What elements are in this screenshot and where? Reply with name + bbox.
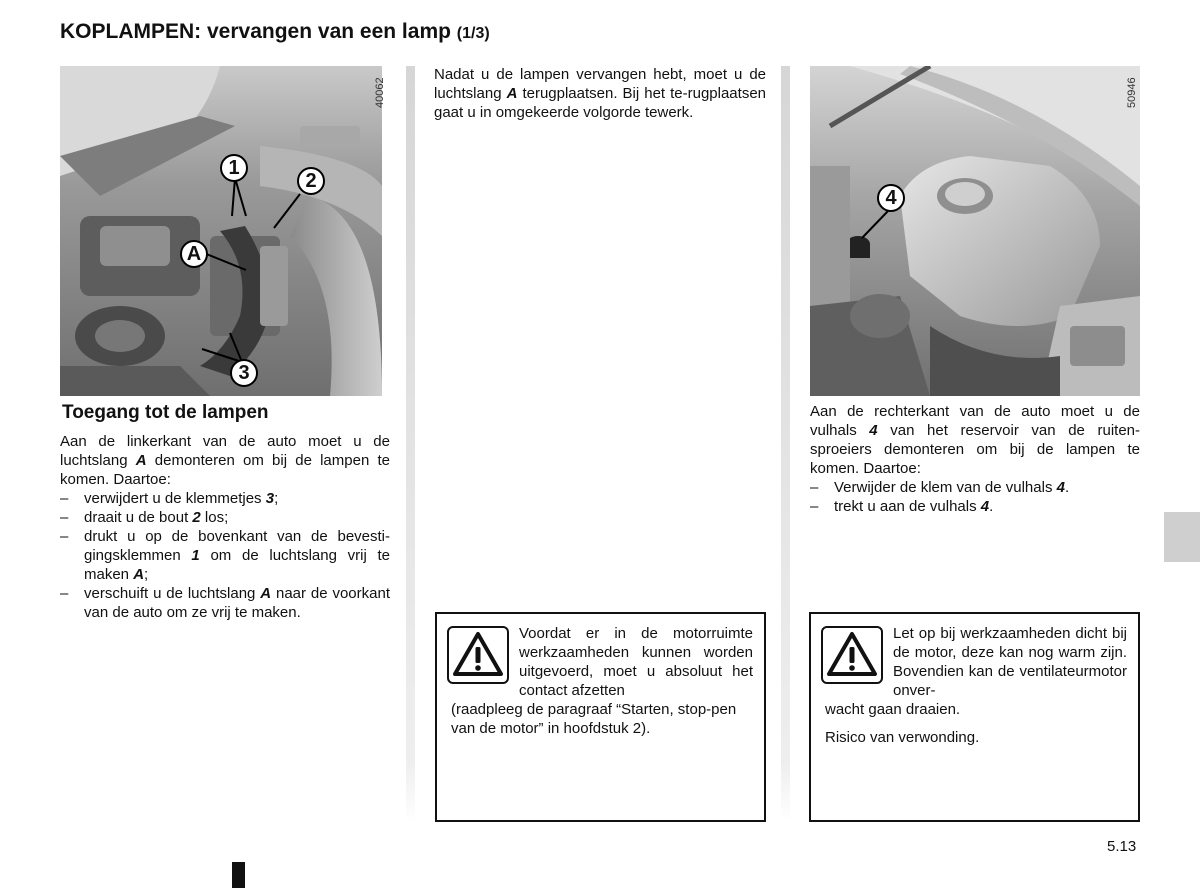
column-separator-left [406, 66, 415, 822]
callout-4: 4 [877, 184, 905, 212]
page-number: 5.13 [1107, 838, 1137, 855]
right-steps-list [810, 478, 1140, 516]
figure-ref-code-left: 40062 [374, 77, 386, 108]
page-title-text: KOPLAMPEN: vervangen van een lamp [60, 20, 451, 43]
page-edge-marker [232, 862, 245, 888]
callout-1: 1 [220, 154, 248, 182]
warning-text-rest: wacht gaan draaien. [825, 701, 961, 718]
engine-bay-left-photo [60, 66, 382, 396]
list-item: – drukt u op de bovenkant van de bevesti-gingsklemmen 1 om de luchtslang vrij te maken A; [60, 528, 390, 583]
warning-text-extra: Risico van verwonding. [825, 729, 980, 746]
list-item: – draait u de bout 2 los; [60, 509, 229, 526]
callout-A: A [180, 240, 208, 268]
callout-2: 2 [297, 167, 325, 195]
warning-box-hot-engine [809, 612, 1140, 822]
list-item: – verschuift u de luchtslang A naar de voorkant van de auto om ze vrij te maken. [60, 585, 390, 621]
figure-ref-code-right: 50946 [1126, 77, 1138, 108]
page-title [60, 20, 490, 44]
column-separator-right [781, 66, 790, 822]
right-intro-paragraph: Aan de rechterkant van de auto moet u de vulhals 4 van het reservoir van de ruiten-sproeiers demonteren om bij de lampen te komen. Daartoe: [810, 403, 1140, 477]
warning-text-rest: (raadpleeg de paragraaf “Starten, stop-pen van de motor” in hoofdstuk 2). [451, 701, 737, 737]
warning-triangle-icon [821, 626, 883, 684]
warning-box-engine [435, 612, 766, 822]
middle-paragraph: Nadat u de lampen vervangen hebt, moet u de luchtslang A terugplaatsen. Bij het te-rugplaatsen gaat u in omgekeerde volgorde tewerk. [434, 66, 767, 121]
chapter-tab [1164, 512, 1200, 562]
engine-bay-right-photo [810, 66, 1140, 396]
left-steps-list [60, 489, 390, 622]
warning-text-lead: Voordat er in de motorruimte werkzaamheden kunnen worden uitgevoerd, moet u absoluut het contact afzetten [519, 625, 753, 699]
page-title-part: (1/3) [456, 25, 490, 42]
section-heading: Toegang tot de lampen [62, 402, 269, 423]
list-item: – verwijdert u de klemmetjes 3; [60, 490, 279, 507]
list-item: – trekt u aan de vulhals 4. [810, 498, 994, 515]
warning-text-lead: Let op bij werkzaamheden dicht bij de motor, deze kan nog warm zijn. Bovendien kan de ventilateurmotor onver- [893, 625, 1127, 699]
list-item: – Verwijder de klem van de vulhals 4. [810, 479, 1070, 496]
callout-3: 3 [230, 359, 258, 387]
left-intro-paragraph: Aan de linkerkant van de auto moet u de luchtslang A demonteren om bij de lampen te komen. Daartoe: [60, 433, 390, 488]
warning-triangle-icon [447, 626, 509, 684]
